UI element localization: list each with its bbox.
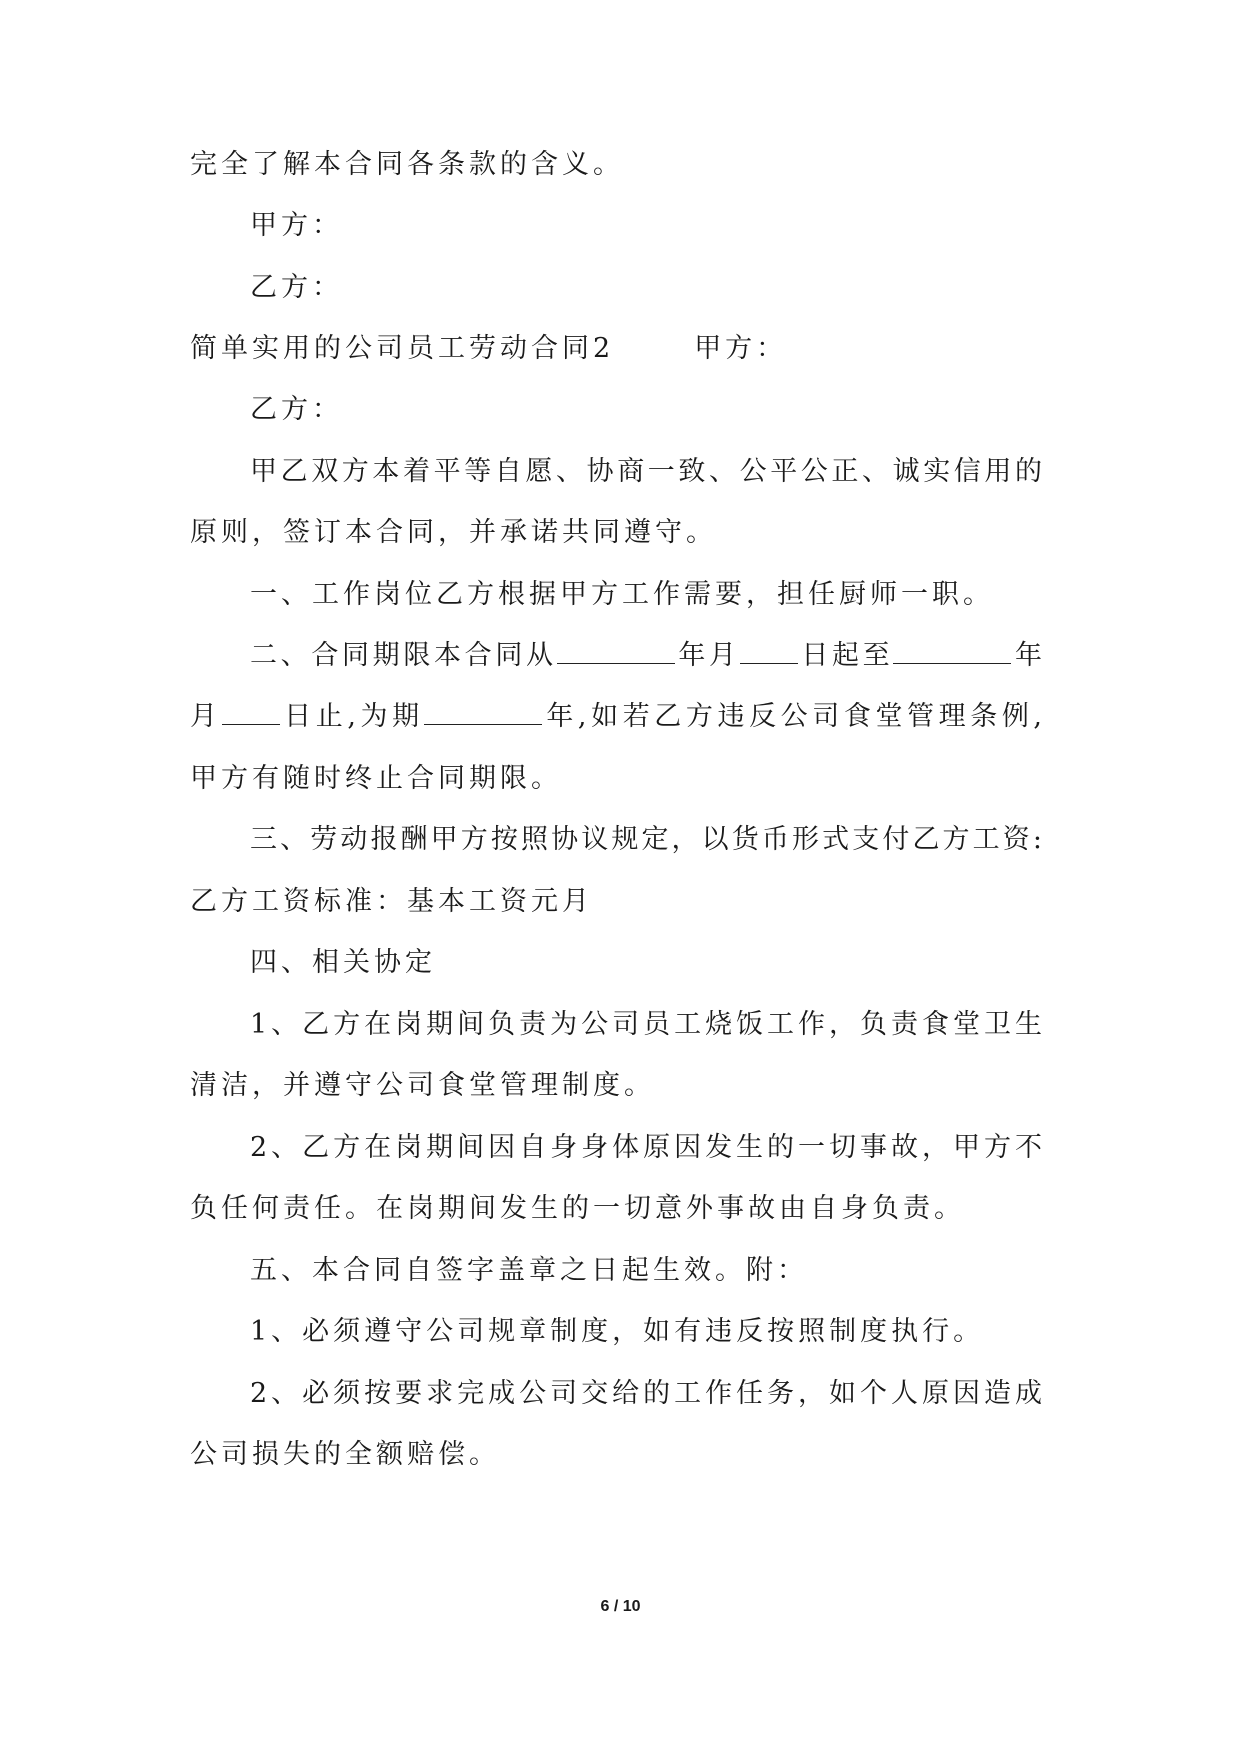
clause-4-item-1: 1、乙方在岗期间负责为公司员工烧饭工作，负责食堂卫生 [250, 1009, 1042, 1040]
clause-3-pay: 三、劳动报酬甲方按照协议规定，以货币形式支付乙方工资: [250, 824, 1042, 855]
paragraph-line: 负任何责任。在岗期间发生的一切意外事故由自身负责。 [190, 1193, 965, 1224]
blank-field [893, 639, 1011, 664]
clause-2-term-cont [190, 700, 1042, 734]
blank-field [557, 639, 675, 664]
clause-1-position: 一、工作岗位乙方根据甲方工作需要，担任厨师一职。 [250, 579, 994, 610]
blank-field [424, 700, 542, 725]
party-b-label: 乙方： [250, 394, 343, 425]
clause-5-effective: 五、本合同自签字盖章之日起生效。附： [250, 1255, 808, 1286]
blank-field [222, 700, 280, 725]
party-a-label: 甲方： [694, 333, 788, 364]
paragraph-line: 甲乙双方本着平等自愿、协商一致、公平公正、诚实信用的 [250, 456, 1042, 487]
party-b-label: 乙方： [250, 272, 343, 303]
blank-field [740, 639, 798, 664]
paragraph-line: 甲方有随时终止合同期限。 [190, 763, 562, 794]
appendix-item-2: 2、必须按要求完成公司交给的工作任务，如个人原因造成 [250, 1378, 1042, 1409]
paragraph-line: 公司损失的全额赔偿。 [190, 1439, 500, 1470]
paragraph-line: 乙方工资标准：基本工资元月 [190, 886, 593, 917]
paragraph-line: 原则，签订本合同，并承诺共同遵守。 [190, 517, 717, 548]
contract-title-line [190, 332, 787, 366]
clause-text: 二、合同期限本合同从 [250, 640, 557, 671]
clause-text: 月 [190, 701, 222, 732]
clause-text: 日止,为期 [279, 701, 424, 732]
paragraph-line: 清洁，并遵守公司食堂管理制度。 [190, 1070, 655, 1101]
clause-text: 年月 [674, 640, 740, 671]
clause-4-item-2: 2、乙方在岗期间因自身身体原因发生的一切事故，甲方不 [250, 1132, 1042, 1163]
appendix-item-1: 1、必须遵守公司规章制度，如有违反按照制度执行。 [250, 1316, 985, 1347]
clause-text: 年,如若乙方违反公司食堂管理条例, [541, 701, 1042, 732]
clause-2-term [250, 639, 1042, 673]
page-number: 6 / 10 [600, 1598, 641, 1615]
paragraph-line: 完全了解本合同各条款的含义。 [190, 149, 624, 180]
clause-4-heading: 四、相关协定 [250, 947, 436, 978]
clause-text: 年 [1011, 640, 1043, 671]
clause-text: 日起至 [797, 640, 894, 671]
contract-title: 简单实用的公司员工劳动合同2 [190, 333, 615, 364]
party-a-label: 甲方： [250, 210, 343, 241]
